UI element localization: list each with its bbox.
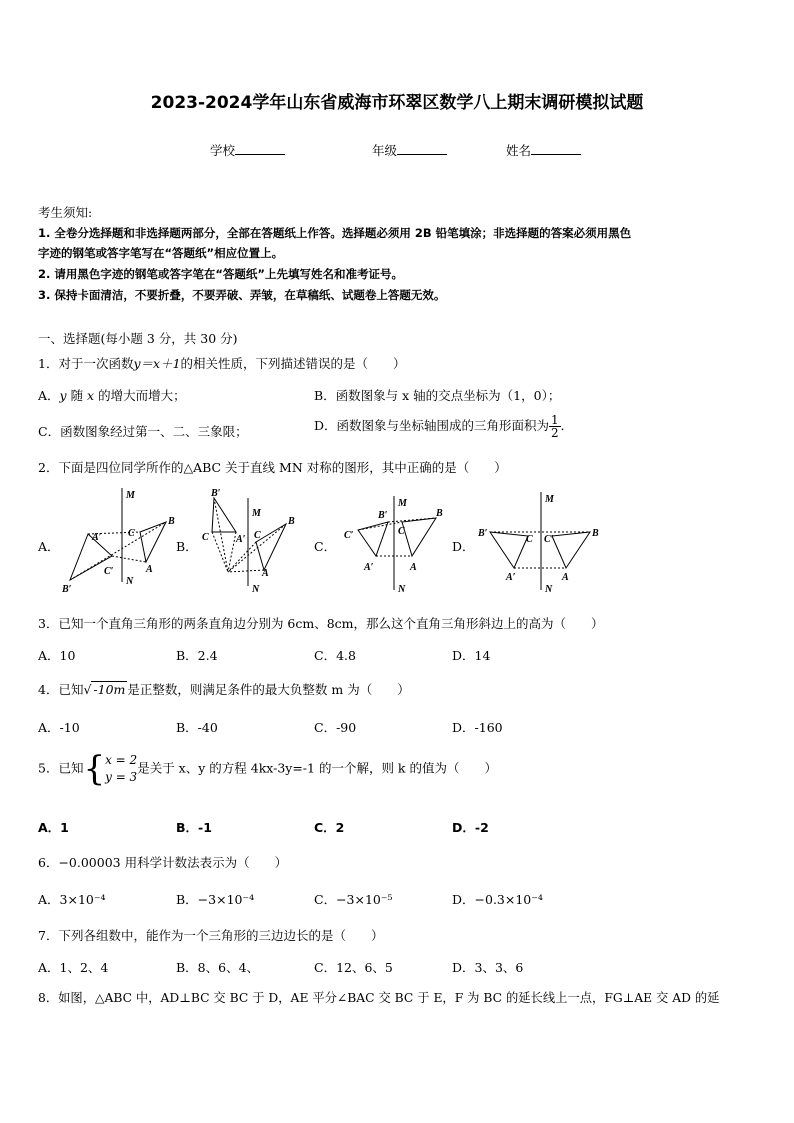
q5-option-d[interactable]: D．-2 (452, 820, 489, 835)
svg-text:A: A (562, 572, 569, 583)
svg-text:M: M (252, 508, 261, 519)
name-label: 姓名 (506, 143, 532, 158)
svg-text:B′: B′ (62, 584, 72, 595)
svg-text:C: C (202, 532, 209, 543)
q6-option-d[interactable]: D．−0.3×10⁻⁴ (452, 892, 543, 907)
svg-text:N: N (545, 584, 553, 595)
figure-d (490, 492, 590, 590)
section-heading: 一、选择题(每小题 3 分，共 30 分) (38, 331, 238, 346)
q7-option-a[interactable]: A．1、2、4 (38, 960, 109, 975)
q2-stem: 2．下面是四位同学所作的△ABC 关于直线 MN 对称的图形，其中正确的是（ ） (38, 460, 507, 475)
svg-text:B: B (592, 528, 599, 539)
notice-item-1b: 字迹的钢笔或答字笔写在“答题纸”相应位置上。 (38, 246, 284, 260)
svg-text:A: A (262, 568, 269, 579)
svg-text:A: A (146, 564, 153, 575)
equation-system: x = 2 y = 3 (105, 753, 138, 784)
q7-option-c[interactable]: C．12、6、5 (314, 960, 393, 975)
name-field[interactable] (506, 141, 581, 159)
q4-option-d[interactable]: D．-160 (452, 720, 503, 735)
q3-option-c[interactable]: C．4.8 (314, 648, 356, 663)
svg-text:N: N (398, 584, 406, 595)
q2-option-c[interactable]: C． (314, 539, 337, 554)
q2-figures (0, 480, 794, 600)
svg-text:A′: A′ (236, 534, 246, 545)
q5-option-b[interactable]: B．-1 (176, 820, 212, 835)
q3-option-b[interactable]: B．2.4 (176, 648, 218, 663)
svg-text:A′: A′ (364, 562, 374, 573)
svg-text:A: A (410, 562, 417, 573)
q5-option-a[interactable]: A．1 (38, 820, 69, 835)
q3-option-a[interactable]: A．10 (38, 648, 76, 663)
q7-option-d[interactable]: D．3、3、6 (452, 960, 524, 975)
svg-text:A′: A′ (92, 532, 102, 543)
svg-text:M: M (126, 490, 135, 501)
notice-item-3: 3. 保持卡面清洁，不要折叠，不要弄破、弄皱，在草稿纸、试题卷上答题无效。 (38, 288, 446, 302)
svg-text:N: N (252, 584, 260, 595)
q4-option-a[interactable]: A．-10 (38, 720, 80, 735)
figure-c (358, 496, 436, 590)
q4-stem: 4．已知√ -10m 是正整数，则满足条件的最大负整数 m 为（ ） (38, 682, 410, 697)
school-field[interactable] (210, 141, 285, 159)
notice-heading: 考生须知: (38, 205, 93, 220)
q4-option-b[interactable]: B．-40 (176, 720, 218, 735)
svg-text:B′: B′ (378, 510, 388, 521)
q1-option-b[interactable]: B．函数图象与 x 轴的交点坐标为（1，0）； (314, 388, 561, 403)
grade-field[interactable] (372, 141, 447, 159)
q2-option-d[interactable]: D． (452, 539, 475, 554)
svg-text:B: B (168, 516, 175, 527)
radical: -10m (93, 682, 126, 697)
svg-text:C′: C′ (544, 534, 554, 545)
svg-text:M: M (545, 494, 554, 505)
svg-text:B: B (436, 508, 443, 519)
svg-text:B′: B′ (478, 528, 488, 539)
svg-text:C: C (526, 534, 533, 545)
q1-stem: 1．对于一次函数y＝x＋1的相关性质，下列描述错误的是（ ） (38, 356, 406, 371)
page-title: 2023-2024学年山东省威海市环翠区数学八上期末调研模拟试题 (150, 93, 644, 113)
q4-option-c[interactable]: C．-90 (314, 720, 357, 735)
grade-label: 年级 (372, 143, 398, 158)
q7-stem: 7．下列各组数中，能作为一个三角形的三边边长的是（ ） (38, 928, 384, 943)
q7-option-b[interactable]: B．8、6、4、 (176, 960, 260, 975)
q1-option-c[interactable]: C．函数图象经过第一、二、三象限； (38, 424, 248, 439)
q3-option-d[interactable]: D．14 (452, 648, 491, 663)
q5-stem: 5．已知{x = 2 y = 3是关于 x、y 的方程 4kx-3y=-1 的一个解，则 k 的值为（ ） (38, 749, 497, 789)
q3-stem: 3．已知一个直角三角形的两条直角边分别为 6cm、8cm，那么这个直角三角形斜边上的高为（ ） (38, 616, 604, 631)
school-label: 学校 (210, 143, 236, 158)
q2-option-b[interactable]: B． (176, 539, 198, 554)
q2-option-a[interactable]: A． (38, 539, 60, 554)
q1-option-d[interactable]: D．函数图象与坐标轴围成的三角形面积为 $\frac{1}{2}$ ． (314, 413, 574, 440)
q8-stem: 8．如图，△ABC 中，AD⊥BC 交 BC 于 D，AE 平分∠BAC 交 BC 于 E，F 为 BC 的延长线上一点，FG⊥AE 交 AD 的延 (38, 991, 720, 1005)
q5-option-c[interactable]: C．2 (314, 820, 345, 835)
svg-text:C′: C′ (104, 566, 114, 577)
notice-item-2: 2. 请用黑色字迹的钢笔或答字笔在“答题纸”上先填写姓名和准考证号。 (38, 267, 403, 281)
q6-option-c[interactable]: C．−3×10⁻⁵ (314, 892, 393, 907)
svg-text:B: B (288, 516, 295, 527)
q6-option-a[interactable]: A．3×10⁻⁴ (38, 892, 106, 907)
svg-text:C: C (254, 530, 261, 541)
q1-option-a[interactable]: A．y 随 x 的增大而增大； (38, 388, 186, 403)
svg-text:C: C (128, 528, 135, 539)
notice-item-1a: 1. 全卷分选择题和非选择题两部分，全部在答题纸上作答。选择题必须用 2B 铅笔填涂；非选择题的答案必须用黑色 (38, 226, 632, 240)
fraction-one-half: $\frac{1}{2}$ (551, 413, 559, 440)
svg-text:M: M (398, 498, 407, 509)
svg-text:C: C (398, 526, 405, 537)
q6-option-b[interactable]: B．−3×10⁻⁴ (176, 892, 255, 907)
q6-stem: 6．−0.00003 用科学计数法表示为（ ） (38, 855, 288, 870)
figure-b (212, 498, 286, 586)
svg-text:C′: C′ (344, 530, 354, 541)
svg-text:N: N (126, 576, 134, 587)
svg-text:B′: B′ (211, 488, 221, 499)
svg-text:A′: A′ (506, 572, 516, 583)
